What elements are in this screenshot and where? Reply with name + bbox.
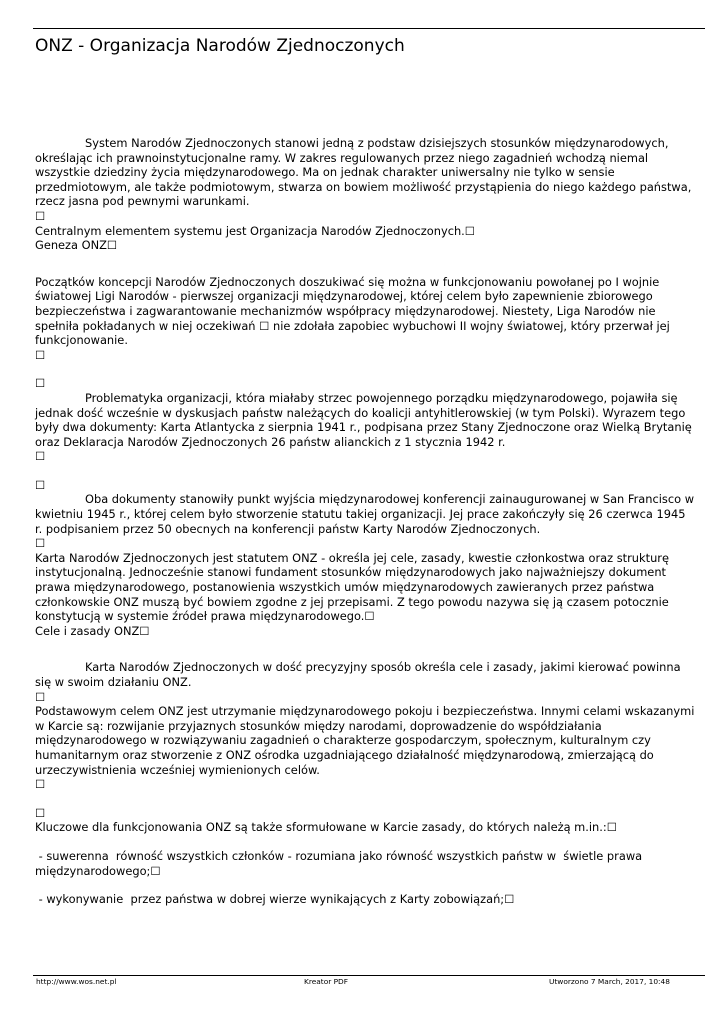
placeholder-box: ☐ <box>35 449 46 464</box>
paragraph-oba-dokumenty: Oba dokumenty stanowiły punkt wyjścia międzynarodowej konferencji zainaugurowanej w San Francisco w kwietniu 1945 r., której celem było stworzenie statutu takiej organizacji. Jej prace zakończyły się 26 czerwca 1945 r. podpisaniem przez 50 obecnych na konferencji państw Karty Narodów Zjednoczonych. <box>35 492 695 536</box>
placeholder-box: ☐ <box>35 477 46 492</box>
placeholder-box: ☐ <box>35 208 46 223</box>
placeholder-box: ☐ <box>35 376 46 391</box>
paragraph-karta-cele: Karta Narodów Zjednoczonych w dość precyzyjny sposób określa cele i zasady, jakimi kierować powinna się w swoim działaniu ONZ. <box>35 660 681 689</box>
list-item-dobra-wiara: - wykonywanie przez państwa w dobrej wierze wynikających z Karty zobowiązań;☐ <box>35 892 515 907</box>
footer-url: http://www.wos.net.pl <box>36 977 117 986</box>
placeholder-box: ☐ <box>35 347 46 362</box>
section-heading-geneza: Geneza ONZ☐ <box>35 238 118 253</box>
section-heading-cele: Cele i zasady ONZ☐ <box>35 623 150 638</box>
placeholder-box: ☐ <box>35 536 46 551</box>
paragraph-intro: System Narodów Zjednoczonych stanowi jedną z podstaw dzisiejszych stosunków międzynarodowych, określając ich prawnoinstytucjonalne ramy. W zakres regulowanych przez niego zagadnień wchodzą niemal wszystkie dziedziny życia międzynarodowego. Ma on jednak charakter uniwersalny nie tylko w sensie przedmiotowym, ale także podmiotowym, stwarza on bowiem możliwość przystąpienia do niego każdego państwa, rzecz jasna pod pewnymi warunkami. <box>35 136 692 209</box>
header-rule <box>33 28 705 29</box>
placeholder-box: ☐ <box>35 805 46 820</box>
paragraph-central: Centralnym elementem systemu jest Organizacja Narodów Zjednoczonych.☐ <box>35 223 476 238</box>
paragraph-problematyka: Problematyka organizacji, która miałaby strzec powojennego porządku międzynarodowego, pojawiła się jednak dość wcześnie w dyskusjach państw należących do koalicji antyhitlerowskiej (w tym Polski). Wyrazem tego były dwa dokumenty: Karta Atlantycka z sierpnia 1941 r., podpisana przez Stany Zjednoczone oraz Wielką Brytanię oraz Deklaracja Narodów Zjednoczonych 26 państw alianckich z 1 stycznia 1942 r. <box>35 390 692 449</box>
document-body <box>35 136 695 907</box>
footer-generator: Kreator PDF <box>304 977 349 986</box>
paragraph-poczatki: Początków koncepcji Narodów Zjednoczonych doszukiwać się można w funkcjonowaniu powołanej po I wojnie światowej Ligi Narodów - pierwszej organizacji międzynarodowej, której celem było zapewnienie zbiorowego bezpieczeństwa i zagwarantowanie mechanizmów współpracy międzynarodowej. Niestety, Liga Narodów nie spełniła pokładanych w niej oczekiwań ☐ nie zdołała zapobiec wybuchowi II wojny światowej, który przerwał jej funkcjonowanie. <box>35 274 670 348</box>
placeholder-box: ☐ <box>35 689 46 704</box>
paragraph-karta-statut: Karta Narodów Zjednoczonych jest statutem ONZ - określa jej cele, zasady, kwestie członkostwa oraz strukturę instytucjonalną. Jednocześnie stanowi fundament stosunków międzynarodowych jako najważniejszy dokument prawa międzynarodowego, postanowienia wszystkich umów międzynarodowych zawieranych przez państwa członkowskie ONZ muszą być bowiem zgodne z jej przepisami. Z tego powodu nazywa się ją czasem potocznie konstytucją w systemie źródeł prawa międzynarodowego.☐ <box>35 550 669 624</box>
footer-rule <box>33 975 705 976</box>
paragraph-podstawowy-cel: Podstawowym celem ONZ jest utrzymanie międzynarodowego pokoju i bezpieczeństwa. Innymi celami wskazanymi w Karcie są: rozwijanie przyjaznych stosunków między narodami, doprowadzenie do współdziałania międzynarodowego w rozwiązywaniu zagadnień o charakterze gospodarczym, społecznym, kulturalnym czy humanitarnym oraz stworzenie z ONZ ośrodka uzgadniającego działalność międzynarodową, zmierzającą do urzeczywistnienia wcześniej wymienionych celów. <box>35 704 695 777</box>
paragraph-kluczowe-zasady: Kluczowe dla funkcjonowania ONZ są także sformułowane w Karcie zasady, do których należą m.in.:☐ <box>35 820 617 835</box>
page-title: ONZ - Organizacja Narodów Zjednoczonych <box>35 36 405 56</box>
list-item-suwerenna-rownosc: - suwerenna równość wszystkich członków - rozumiana jako równość wszystkich państw w świetle prawa międzynarodowego;☐ <box>35 848 646 878</box>
placeholder-box: ☐ <box>35 777 46 792</box>
footer-created: Utworzono 7 March, 2017, 10:48 <box>549 977 670 986</box>
